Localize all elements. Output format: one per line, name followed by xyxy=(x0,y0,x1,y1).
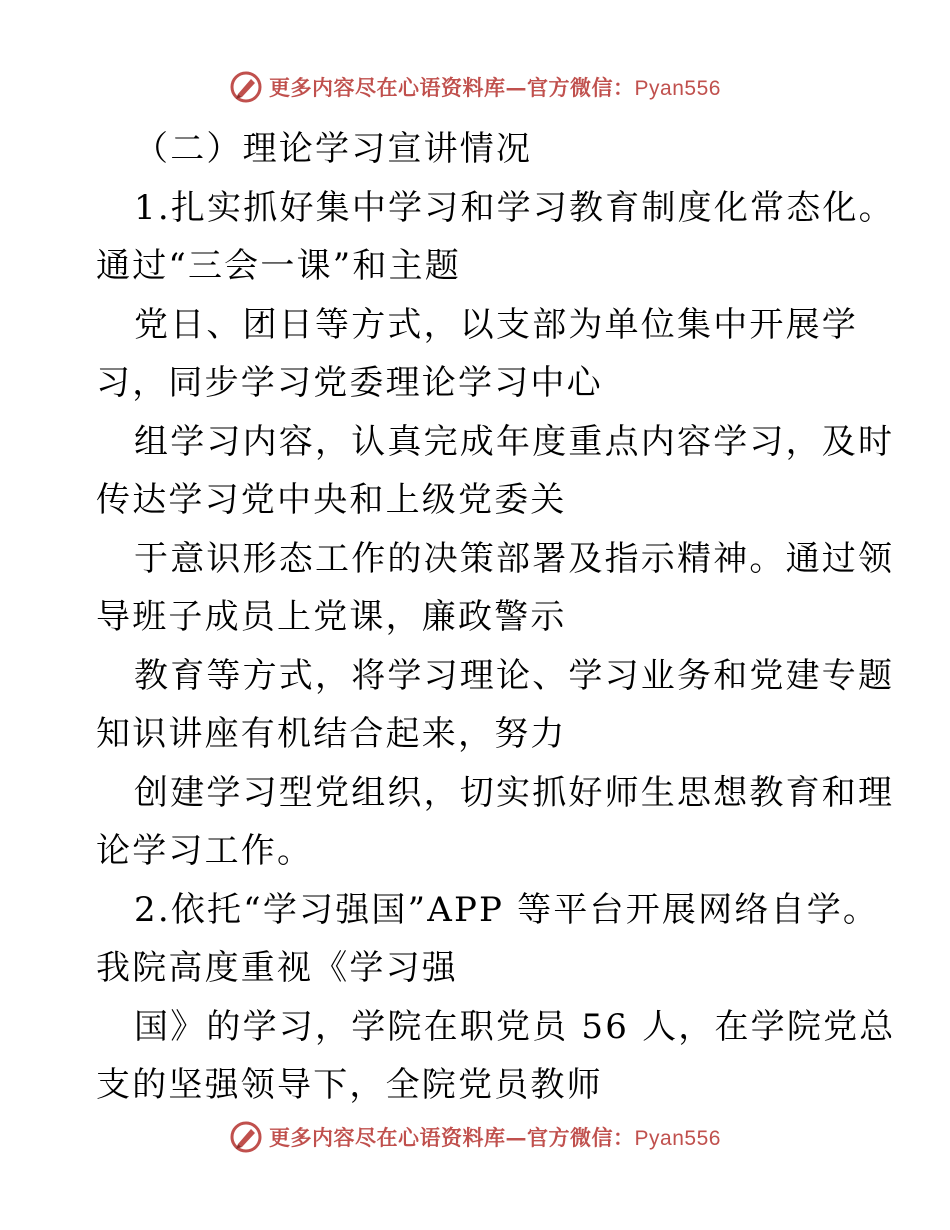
watermark-handle: Pyan556 xyxy=(634,77,721,100)
paragraph-line: 通过“三会一课”和主题 xyxy=(96,246,461,286)
watermark-label: 更多内容尽在心语资料库—官方微信： xyxy=(269,75,635,100)
paragraph-line: 创建学习型党组织，切实抓好师生思想教育和理 xyxy=(134,772,895,813)
paragraph-line: 国》的学习，学院在职党员 56 人，在学院党总 xyxy=(134,1006,896,1047)
paragraph-line: 教育等方式，将学习理论、学习业务和党建专题 xyxy=(134,655,895,696)
paragraph-line: 于意识形态工作的决策部署及指示精神。通过领 xyxy=(134,538,895,579)
paragraph-line: 传达学习党中央和上级党委关 xyxy=(96,480,567,520)
pen-logo-icon xyxy=(229,1120,263,1154)
paragraph-line: 组学习内容，认真完成年度重点内容学习，及时 xyxy=(134,421,895,462)
watermark-text xyxy=(269,72,721,102)
watermark-banner-bottom xyxy=(0,1120,950,1154)
watermark-banner-top xyxy=(0,70,950,104)
paragraph-line: 习，同步学习党委理论学习中心 xyxy=(96,363,603,403)
document-body xyxy=(96,120,896,1115)
paragraph-line: 支的坚强领导下，全院党员教师 xyxy=(96,1065,603,1105)
section-heading: （二）理论学习宣讲情况 xyxy=(134,129,533,169)
paragraph-line: 1.扎实抓好集中学习和学习教育制度化常态化。 xyxy=(134,187,895,228)
watermark-label: 更多内容尽在心语资料库—官方微信： xyxy=(269,1125,635,1150)
paragraph-line: 论学习工作。 xyxy=(96,831,314,871)
paragraph-line: 2.依托“学习强国”APP 等平台开展网络自学。 xyxy=(134,889,880,930)
paragraph-line: 党日、团日等方式，以支部为单位集中开展学 xyxy=(134,304,858,345)
watermark-text xyxy=(269,1122,721,1152)
paragraph-line: 导班子成员上党课，廉政警示 xyxy=(96,597,567,637)
watermark-handle: Pyan556 xyxy=(634,1127,721,1150)
paragraph-line: 我院高度重视《学习强 xyxy=(96,948,458,988)
paragraph-line: 知识讲座有机结合起来，努力 xyxy=(96,714,567,754)
pen-logo-icon xyxy=(229,70,263,104)
